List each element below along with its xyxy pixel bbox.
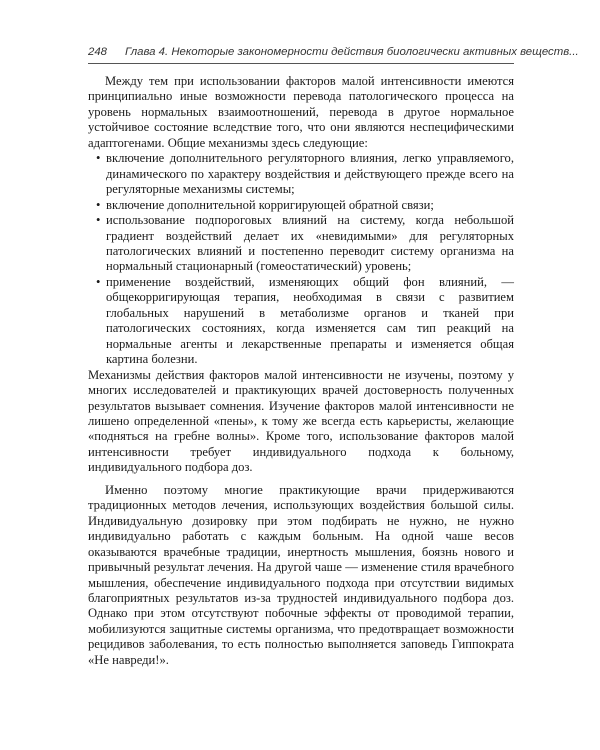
final-paragraph: Именно поэтому многие практикующие врачи придерживаются традиционных методов лечения, использующих воздействия большой силы. Индивидуальную дозировку при этом подбирать не нужно, не нужно индивидуально работать с каждым больным. На одной чаше весов оказываются врачебные традиции, инертность мышления, боязнь нового и привычный результат лечения. На другой чаше — изменение стиля врачебного мышления, обеспечение индивидуального подхода при отсутствии видимых благоприятных результатов из-за трудностей индивидуального подбора доз. Однако при этом отсутствуют побочные эффекты от проводимой терапии, мобилизуются защитные системы организма, что предотвращает возможности рецидивов заболевания, то есть полностью выполняется заповедь Гиппократа «Не навреди!». — [88, 482, 514, 667]
list-item-text: использование подпороговых влияний на систему, когда небольшой градиент воздействий делает их «невидимыми» для регуляторных патологических влияний и постепенно переводит систему организма на нормальный стационарный (гомеостатический) уровень; — [106, 213, 514, 274]
bullet-icon: • — [96, 151, 101, 166]
intro-paragraph: Между тем при использовании факторов малой интенсивности имеются принципиально иные возможности перевода патологического процесса на уровень нормальных взаимоотношений, перевода в другое нормальное устойчивое состояние вследствие того, что они являются неспецифическими адаптогенами. Общие механизмы здесь следующие: — [88, 74, 514, 150]
list-item — [96, 274, 514, 368]
list-item-text: включение дополнительного регуляторного влияния, легко управляемого, динамического по характеру воздействия и действующего прежде всего на регуляторные механизмы системы; — [106, 151, 514, 197]
body-text — [88, 74, 514, 668]
list-item — [96, 213, 514, 275]
list-item — [96, 151, 514, 197]
paragraph-gap — [88, 476, 514, 483]
list-item-text: применение воздействий, изменяющих общий фон влияний, — общекорригирующая терапия, необходимая в связи с развитием глобальных нарушений в метаболизме органов и тканей при патологических состояниях, когда изменяется сам тип реакций на нормальные агенты и лекарственные препараты и изменяется общая картина болезни. — [106, 274, 514, 367]
bullet-icon: • — [96, 213, 101, 228]
paragraph-after-list: Механизмы действия факторов малой интенсивности не изучены, поэтому у многих исследователей и практикующих врачей достоверность полученных результатов вызывает сомнения. Изучение факторов малой интенсивности не лишено определенной «пены», к тому же всегда есть карьеристы, желающие «подняться на гребне волны». Кроме того, использование факторов малой интенсивности требует индивидуального подхода к больному, индивидуального подбора доз. — [88, 367, 514, 475]
bullet-icon: • — [96, 197, 101, 212]
book-page — [88, 46, 579, 668]
mechanisms-list — [88, 151, 514, 367]
page-number: 248 — [88, 46, 108, 58]
chapter-title: Глава 4. Некоторые закономерности действия биологически активных веществ... — [125, 46, 579, 58]
list-item — [96, 197, 514, 213]
list-item-text: включение дополнительной корригирующей обратной связи; — [106, 197, 434, 212]
running-header — [88, 46, 579, 64]
bullet-icon: • — [96, 274, 101, 289]
